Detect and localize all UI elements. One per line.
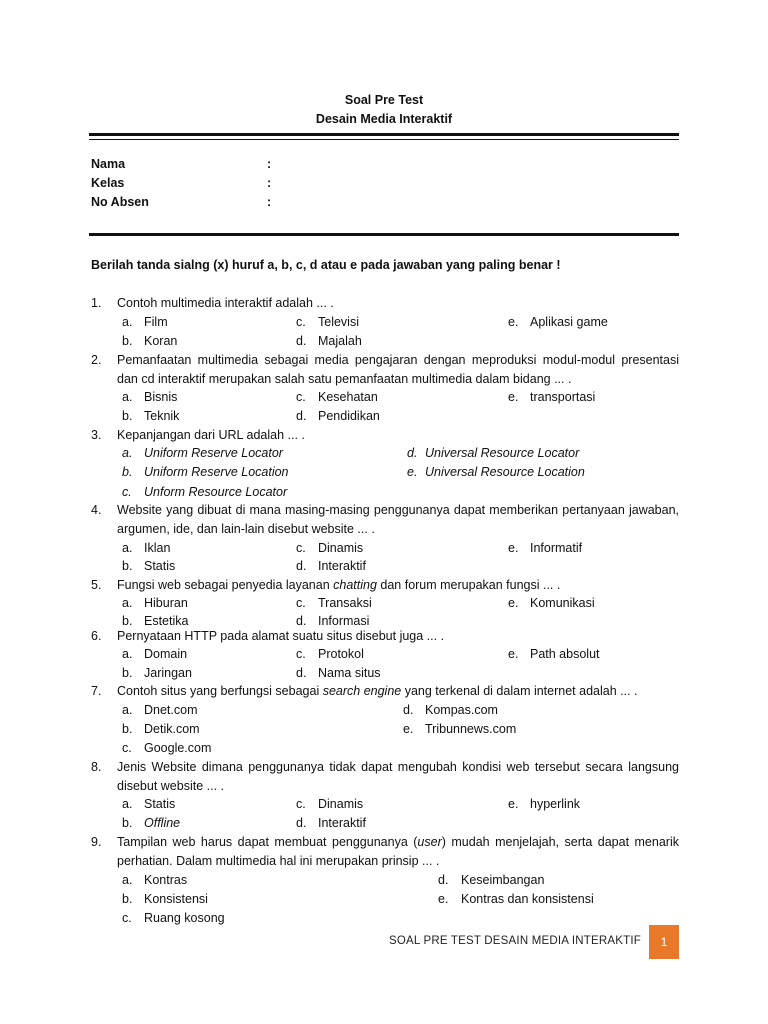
option-letter: a. [122, 315, 133, 329]
option-text: Kontras [144, 873, 188, 887]
field-sep-kelas: : [267, 176, 272, 190]
option-text: Pendidikan [318, 409, 380, 423]
question-text-part: yang terkenal di dalam internet adalah ... . [401, 684, 638, 698]
option-letter: c. [122, 485, 132, 499]
question-text [117, 833, 679, 870]
question-number: 5. [91, 578, 102, 592]
option-text: Interaktif [318, 816, 366, 830]
question-number: 1. [91, 296, 102, 310]
question-text-part: Tampilan web harus dapat membuat penggunanya ( [117, 835, 418, 849]
option-text: Statis [144, 797, 176, 811]
instruction: Berilah tanda sialng (x) huruf a, b, c, d atau e pada jawaban yang paling benar ! [91, 258, 561, 272]
header-rule-thick [89, 133, 679, 136]
option-text: Statis [144, 559, 176, 573]
option-letter: d. [296, 666, 307, 680]
option-text: Universal Resource Locator [425, 446, 580, 460]
option-text: Jaringan [144, 666, 192, 680]
option-letter: d. [296, 334, 307, 348]
option-letter: b. [122, 465, 133, 479]
option-text: Koran [144, 334, 178, 348]
option-letter: b. [122, 722, 133, 736]
option-letter: c. [296, 390, 306, 404]
question-number: 2. [91, 353, 102, 367]
option-letter: b. [122, 614, 133, 628]
question-text [117, 682, 679, 701]
option-text: Majalah [318, 334, 362, 348]
question-text-line: Pemanfaatan multimedia sebagai media pengajaran dengan meproduksi modul-modul presentasi [117, 353, 679, 367]
option-text: Interaktif [318, 559, 366, 573]
option-letter: a. [122, 703, 133, 717]
option-letter: a. [122, 596, 133, 610]
option-letter: e. [508, 541, 519, 555]
option-text: Protokol [318, 647, 364, 661]
header-rule-thin [89, 139, 679, 140]
option-letter: b. [122, 334, 133, 348]
option-letter: d. [403, 703, 414, 717]
footer-title: SOAL PRE TEST DESAIN MEDIA INTERAKTIF [389, 935, 641, 947]
question-number: 8. [91, 760, 102, 774]
option-text: Komunikasi [530, 596, 595, 610]
option-letter: d. [438, 873, 449, 887]
question-text-line: Jenis Website dimana penggunanya tidak dapat mengubah kondisi web tersebut secara langsung [117, 760, 679, 774]
option-text: Path absolut [530, 647, 600, 661]
option-text: Televisi [318, 315, 359, 329]
option-letter: a. [122, 541, 133, 555]
option-letter: c. [296, 647, 306, 661]
option-text: transportasi [530, 390, 596, 404]
option-letter: b. [122, 816, 133, 830]
question-text-emphasis: chatting [333, 578, 377, 592]
option-letter: a. [122, 873, 133, 887]
option-text: Dinamis [318, 797, 364, 811]
question-text [117, 351, 679, 388]
option-letter: a. [122, 647, 133, 661]
option-letter: c. [122, 741, 132, 755]
option-letter: e. [407, 465, 418, 479]
option-letter: b. [122, 559, 133, 573]
section-rule [89, 233, 679, 236]
question-text-line: argumen, ide, dan lain-lain disebut website ... . [117, 521, 375, 536]
option-letter: e. [508, 797, 519, 811]
option-text: Informatif [530, 541, 583, 555]
field-label-kelas: Kelas [91, 176, 125, 190]
question-text-part: ) mudah menjelajah, serta dapat menarik [441, 835, 679, 849]
option-letter: e. [508, 390, 519, 404]
option-letter: d. [296, 816, 307, 830]
option-letter: a. [122, 446, 133, 460]
option-letter: e. [508, 647, 519, 661]
question-number: 9. [91, 835, 102, 849]
question-text-emphasis: user [417, 835, 442, 849]
question-text [117, 576, 679, 595]
option-letter: e. [508, 315, 519, 329]
question-text-part: Fungsi web sebagai penyedia layanan [117, 578, 334, 592]
question-text-part: Contoh situs yang berfungsi sebagai [117, 684, 323, 698]
question-text-part: dan forum merupakan fungsi ... . [376, 578, 561, 592]
page-subtitle: Desain Media Interaktif [315, 112, 453, 126]
option-text: Kontras dan konsistensi [461, 892, 594, 906]
field-sep-no-absen: : [267, 195, 272, 209]
option-letter: e. [508, 596, 519, 610]
option-letter: e. [403, 722, 414, 736]
question-number: 3. [91, 428, 102, 442]
question-text: Contoh multimedia interaktif adalah ... . [117, 296, 334, 310]
page-number-badge: 1 [649, 925, 679, 959]
option-letter: d. [296, 409, 307, 423]
option-text: Hiburan [144, 596, 188, 610]
option-text: Estetika [144, 614, 189, 628]
option-text: Dnet.com [144, 703, 198, 717]
option-text: hyperlink [530, 797, 581, 811]
option-text: Bisnis [144, 390, 178, 404]
option-text: Konsistensi [144, 892, 208, 906]
question-text-line: perhatian. Dalam multimedia hal ini merupakan prinsip ... . [117, 853, 440, 868]
option-text: Uniform Reserve Locator [144, 446, 283, 460]
question-text-line: dan cd interaktif merupakan salah satu pemanfaatan multimedia dalam bidang ... . [117, 371, 572, 386]
question-text: Kepanjangan dari URL adalah ... . [117, 428, 305, 442]
field-label-no-absen: No Absen [91, 195, 149, 209]
option-text: Google.com [144, 741, 212, 755]
option-text: Dinamis [318, 541, 364, 555]
page-title: Soal Pre Test [344, 93, 424, 107]
option-text: Transaksi [318, 596, 372, 610]
option-text: Tribunnews.com [425, 722, 517, 736]
option-letter: a. [122, 797, 133, 811]
option-letter: c. [296, 596, 306, 610]
option-letter: d. [296, 559, 307, 573]
option-text: Universal Resource Location [425, 465, 585, 479]
option-text: Nama situs [318, 666, 381, 680]
option-text: Offline [144, 816, 181, 830]
option-letter: d. [407, 446, 418, 460]
question-text: Pernyataan HTTP pada alamat suatu situs disebut juga ... . [117, 629, 445, 643]
option-letter: b. [122, 892, 133, 906]
option-letter: b. [122, 409, 133, 423]
question-number: 6. [91, 629, 102, 643]
option-letter: c. [296, 315, 306, 329]
option-letter: d. [296, 614, 307, 628]
option-text: Teknik [144, 409, 180, 423]
question-text [117, 501, 679, 538]
question-text [117, 758, 679, 795]
option-letter: c. [296, 797, 306, 811]
option-letter: b. [122, 666, 133, 680]
option-text: Kompas.com [425, 703, 498, 717]
option-text: Uniform Reserve Location [144, 465, 289, 479]
question-text-line: disebut website ... . [117, 778, 225, 793]
option-text: Iklan [144, 541, 171, 555]
option-letter: c. [296, 541, 306, 555]
option-text: Ruang kosong [144, 911, 225, 925]
question-text-line [117, 833, 679, 852]
question-text-emphasis: search engine [322, 684, 402, 698]
option-text: Domain [144, 647, 188, 661]
question-text-line: Website yang dibuat di mana masing-masing penggunanya dapat memberikan pertanyaan jawaban, [117, 503, 679, 517]
option-text: Kesehatan [318, 390, 378, 404]
option-letter: e. [438, 892, 449, 906]
option-text: Informasi [318, 614, 370, 628]
option-letter: c. [122, 911, 132, 925]
field-label-nama: Nama [91, 157, 126, 171]
option-text: Film [144, 315, 168, 329]
question-number: 7. [91, 684, 102, 698]
option-text: Aplikasi game [530, 315, 608, 329]
option-text: Detik.com [144, 722, 200, 736]
option-text: Unform Resource Locator [144, 485, 288, 499]
field-sep-nama: : [267, 157, 272, 171]
option-letter: a. [122, 390, 133, 404]
question-number: 4. [91, 503, 102, 517]
option-text: Keseimbangan [461, 873, 545, 887]
